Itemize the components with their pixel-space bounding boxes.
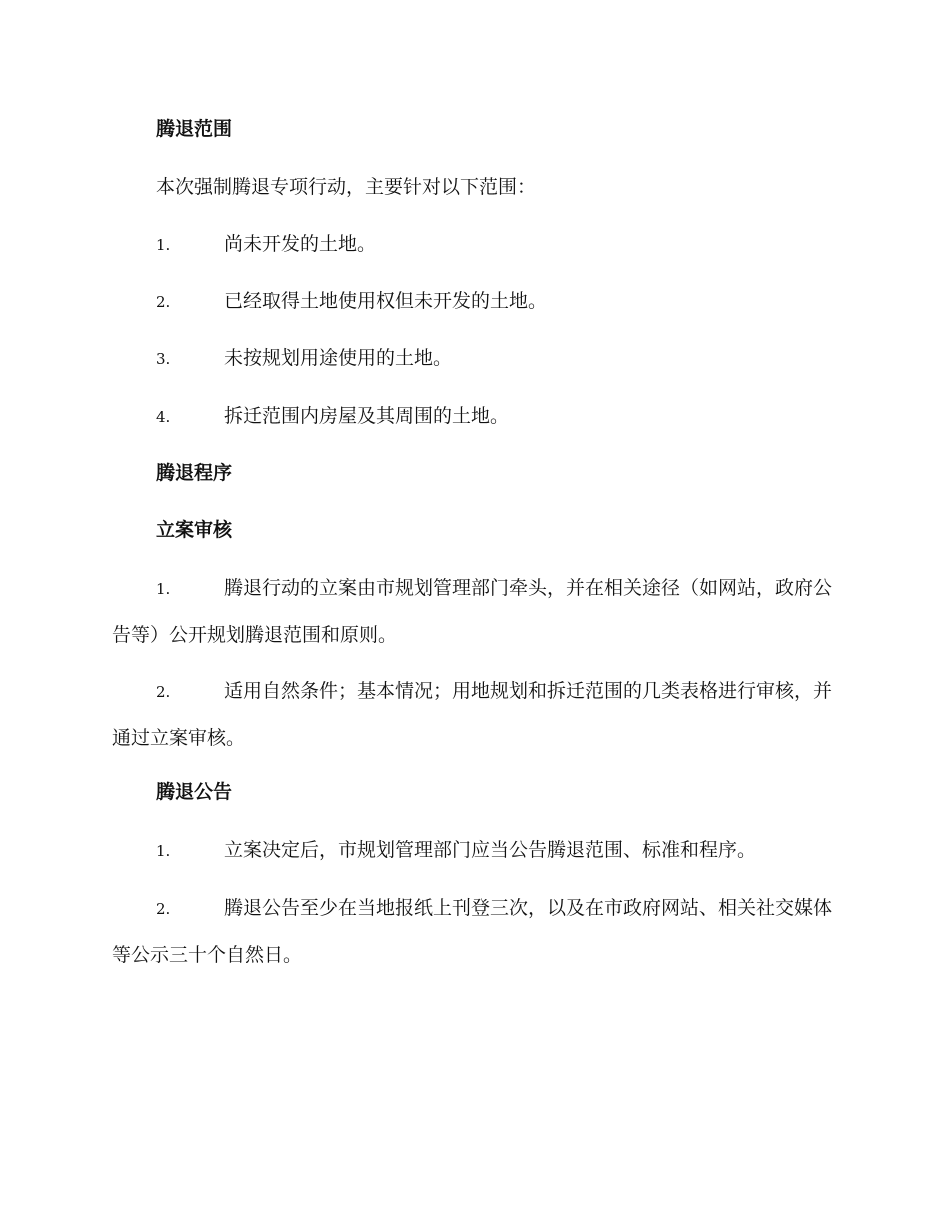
list-number: 1. [156,842,171,860]
section-heading-scope: 腾退范围 [156,118,233,140]
list-number: 4. [156,408,171,426]
announcement-item-1 [112,827,836,874]
list-text: 未按规划用途使用的土地。 [224,347,453,369]
list-number: 1. [156,580,171,598]
list-text: 立案决定后，市规划管理部门应当公告腾退范围、标准和程序。 [224,839,757,861]
scope-item-2 [112,278,836,325]
filing-item-1 [112,565,836,658]
list-text: 腾退行动的立案由市规划管理部门牵头，并在相关途径（如网站，政府公告等）公开规划腾退范围和原则。 [112,577,833,646]
list-text: 适用自然条件；基本情况；用地规划和拆迁范围的几类表格进行审核，并通过立案审核。 [112,680,833,749]
section-heading-filing-review: 立案审核 [156,519,233,541]
scope-intro: 本次强制腾退专项行动，主要针对以下范围： [156,176,537,198]
scope-item-1 [112,221,836,268]
list-number: 3. [156,350,171,368]
list-text: 拆迁范围内房屋及其周围的土地。 [224,405,510,427]
section-heading-procedure: 腾退程序 [156,462,233,484]
list-number: 2. [156,900,171,918]
scope-item-3 [112,335,836,382]
list-number: 2. [156,293,171,311]
filing-item-2 [112,668,836,761]
scope-item-4 [112,393,836,440]
list-number: 1. [156,236,171,254]
list-text: 尚未开发的土地。 [224,233,377,255]
announcement-item-2 [112,885,836,978]
list-number: 2. [156,683,171,701]
list-text: 已经取得土地使用权但未开发的土地。 [224,290,548,312]
section-heading-announcement: 腾退公告 [156,781,233,803]
list-text: 腾退公告至少在当地报纸上刊登三次，以及在市政府网站、相关社交媒体等公示三十个自然日。 [112,897,833,966]
